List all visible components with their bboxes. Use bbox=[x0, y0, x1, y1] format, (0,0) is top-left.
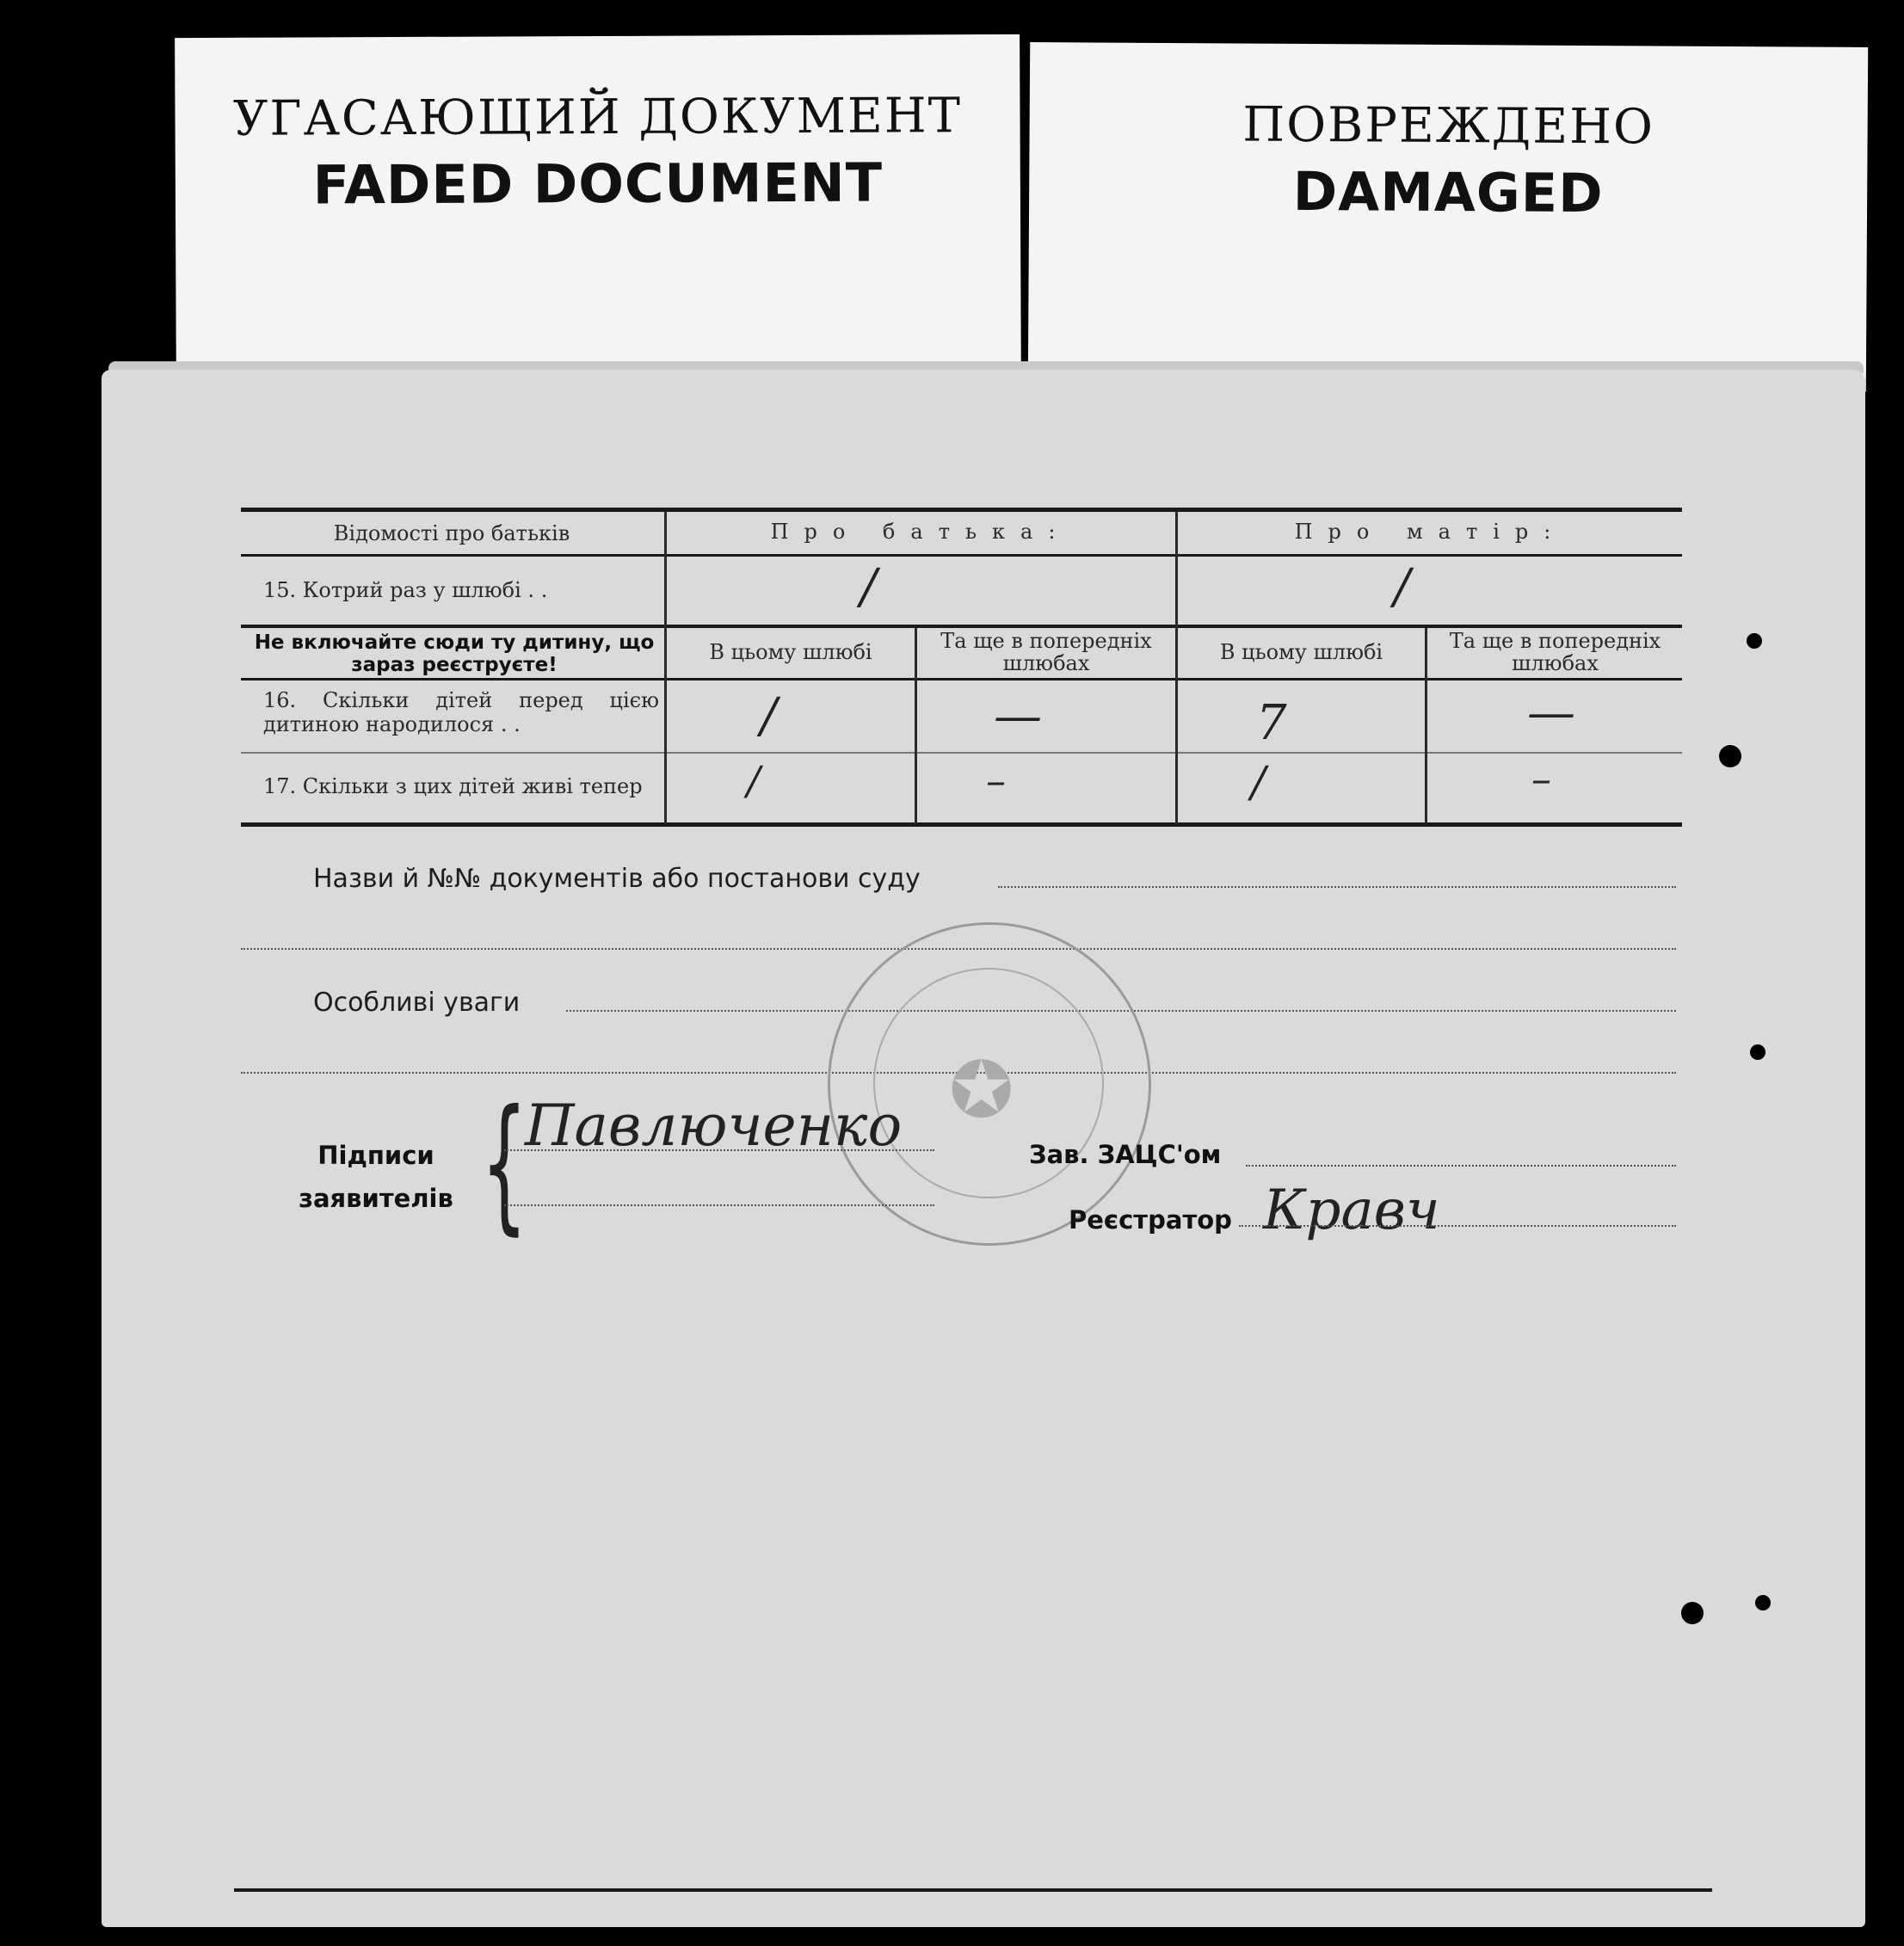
table-col-divider-2 bbox=[1175, 511, 1178, 824]
table-row16-rule bbox=[241, 752, 1682, 754]
table-col-divider-father bbox=[915, 628, 917, 824]
table-bottom-rule bbox=[241, 822, 1682, 827]
damaged-card-russian: ПОВРЕЖДЕНО bbox=[1242, 96, 1655, 156]
subheader-mother-this: В цьому шлюбі bbox=[1219, 640, 1383, 664]
registrar-signature-line bbox=[1239, 1225, 1676, 1227]
applicants-signatures-label: Підписи заявителів bbox=[299, 1141, 453, 1213]
table-header-label: Відомості про батьків bbox=[333, 521, 570, 545]
table-header-mother: Про матір: bbox=[1294, 520, 1567, 544]
subheader-note: Не включайте сюди ту дитину, що зараз реєструєте! bbox=[254, 631, 655, 676]
faded-card-russian: УГАСАЮЩИЙ ДОКУМЕНТ bbox=[232, 88, 963, 147]
page-bottom-rule bbox=[234, 1888, 1712, 1892]
stamp-emblem-icon: ✪ bbox=[949, 1045, 1014, 1136]
table-subheader-rule bbox=[241, 678, 1682, 680]
punch-hole bbox=[1681, 1602, 1704, 1624]
damaged-card-english: DAMAGED bbox=[1292, 159, 1604, 225]
registrar-signature: Кравч bbox=[1263, 1179, 1440, 1242]
row15-mother-value: / bbox=[1394, 559, 1410, 615]
signatures-brace: { bbox=[481, 1079, 528, 1249]
row17-mother-previous: – bbox=[1531, 755, 1551, 802]
faded-document-card bbox=[175, 34, 1021, 391]
remarks-field-label: Особливі уваги bbox=[313, 988, 521, 1018]
subheader-father-previous: Та ще в попередніх шлюбах bbox=[940, 629, 1152, 675]
table-header-rule bbox=[241, 554, 1682, 557]
row16-mother-previous: — bbox=[1527, 685, 1575, 741]
table-col-divider-1 bbox=[664, 511, 667, 824]
table-col-divider-mother bbox=[1425, 628, 1427, 824]
subheader-mother-previous: Та ще в попередніх шлюбах bbox=[1449, 629, 1661, 675]
damage-mark bbox=[1755, 1595, 1771, 1610]
applicant-signature: Павлюченко bbox=[525, 1093, 903, 1159]
row15-father-value: / bbox=[860, 559, 877, 615]
damage-mark bbox=[1750, 1044, 1765, 1060]
row16-label: 16. Скільки дітей перед цією дитиною народилося . . bbox=[263, 688, 659, 736]
row16-father-previous: — bbox=[994, 688, 1042, 744]
table-row15-rule bbox=[241, 625, 1682, 628]
row15-label: 15. Котрий раз у шлюбі . . bbox=[263, 578, 548, 602]
applicant-signature-line-2 bbox=[504, 1204, 934, 1206]
registrar-label: Реєстратор bbox=[1069, 1205, 1232, 1235]
official-stamp bbox=[828, 922, 1151, 1246]
row17-mother-this: / bbox=[1251, 757, 1266, 807]
documents-field-label: Назви й №№ документів або постанови суду bbox=[313, 864, 921, 894]
faded-card-english: FADED DOCUMENT bbox=[312, 151, 884, 217]
head-zags-signature-line bbox=[1246, 1165, 1676, 1167]
damaged-document-card bbox=[1028, 42, 1868, 391]
row17-father-previous: – bbox=[986, 757, 1006, 804]
head-zags-label: Зав. ЗАЦС'ом bbox=[1029, 1140, 1222, 1169]
row17-label: 17. Скільки з цих дітей живі тепер bbox=[263, 774, 643, 798]
punch-hole bbox=[1719, 745, 1741, 767]
damage-mark bbox=[1747, 633, 1762, 649]
row16-mother-this: 7 bbox=[1256, 695, 1287, 751]
row17-father-this: / bbox=[747, 757, 761, 804]
row16-father-this: / bbox=[761, 688, 777, 744]
applicant-signature-line-1 bbox=[504, 1149, 934, 1151]
subheader-father-this: В цьому шлюбі bbox=[709, 640, 872, 664]
table-header-father: Про батька: bbox=[770, 520, 1071, 544]
table-top-rule bbox=[241, 508, 1682, 512]
documents-field-line bbox=[998, 886, 1676, 888]
